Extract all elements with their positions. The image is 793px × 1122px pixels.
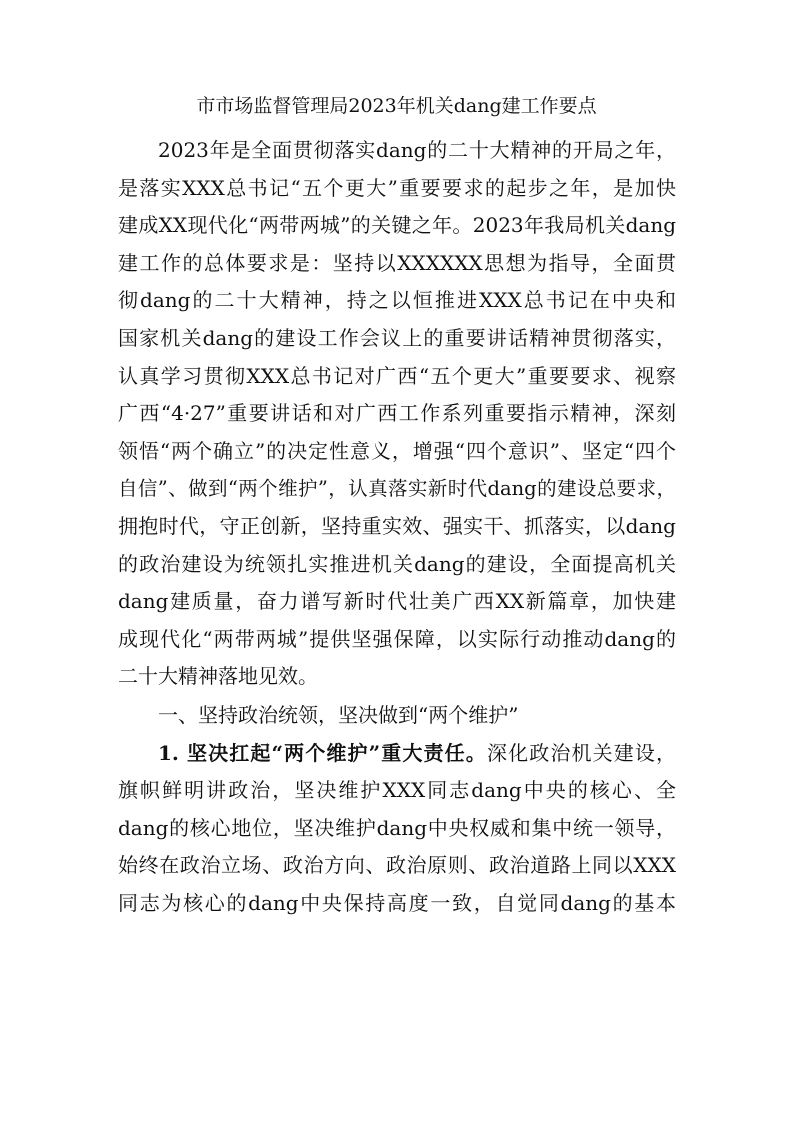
paragraph-line: 成现代化“两带两城”提供坚强保障，以实际行动推动dang的 xyxy=(118,626,676,651)
section-heading: 一、坚持政治统领，坚决做到“两个维护” xyxy=(158,702,519,727)
paragraph-line: 国家机关dang的建设工作会议上的重要讲话精神贯彻落实， xyxy=(118,325,676,350)
paragraph-line: 彻dang的二十大精神，持之以恒推进XXX总书记在中央和 xyxy=(118,288,676,313)
paragraph-line: 拥抱时代，守正创新，坚持重实效、强实干、抓落实，以dang xyxy=(118,513,676,538)
paragraph-line: 是落实XXX总书记“五个更大”重要要求的起步之年，是加快 xyxy=(118,175,676,200)
paragraph-line: 自信”、做到“两个维护”，认真落实新时代dang的建设总要求， xyxy=(118,477,676,501)
item-line: 同志为核心的dang中央保持高度一致，自觉同dang的基本 xyxy=(118,890,676,915)
paragraph-line: 认真学习贯彻XXX总书记对广西“五个更大”重要要求、视察 xyxy=(118,363,676,388)
item-bold-lead: 1. 坚决扛起“两个维护”重大责任。 xyxy=(158,740,487,765)
paragraph-line: 的政治建设为统领扎实推进机关dang的建设，全面提高机关 xyxy=(118,551,676,576)
paragraph-line: 二十大精神落地见效。 xyxy=(118,664,318,689)
item-line: 旗帜鲜明讲政治，坚决维护XXX同志dang中央的核心、全 xyxy=(118,778,676,803)
item-first-line-text: 深化政治机关建设， xyxy=(486,740,676,765)
paragraph-line: 领悟“两个确立”的决定性意义，增强“四个意识”、坚定“四个 xyxy=(118,438,676,463)
paragraph-line: 2023年是全面贯彻落实dang的二十大精神的开局之年， xyxy=(158,138,676,162)
paragraph-line: dang建质量，奋力谱写新时代壮美广西XX新篇章，加快建 xyxy=(118,589,676,614)
paragraph-line: 广西“4·27”重要讲话和对广西工作系列重要指示精神，深刻 xyxy=(118,401,676,426)
item-line: 始终在政治立场、政治方向、政治原则、政治道路上同以XXX xyxy=(118,853,676,878)
document-body xyxy=(118,132,676,922)
item-first-line xyxy=(118,735,676,773)
paragraph-line: 建工作的总体要求是：坚持以XXXXXX思想为指导，全面贯 xyxy=(118,250,676,275)
item-line: dang的核心地位，坚决维护dang中央权威和集中统一领导， xyxy=(118,815,676,840)
document-title: 市市场监督管理局2023年机关dang建工作要点 xyxy=(196,95,597,117)
paragraph-line: 建成XX现代化“两带两城”的关键之年。2023年我局机关dang xyxy=(118,213,676,238)
